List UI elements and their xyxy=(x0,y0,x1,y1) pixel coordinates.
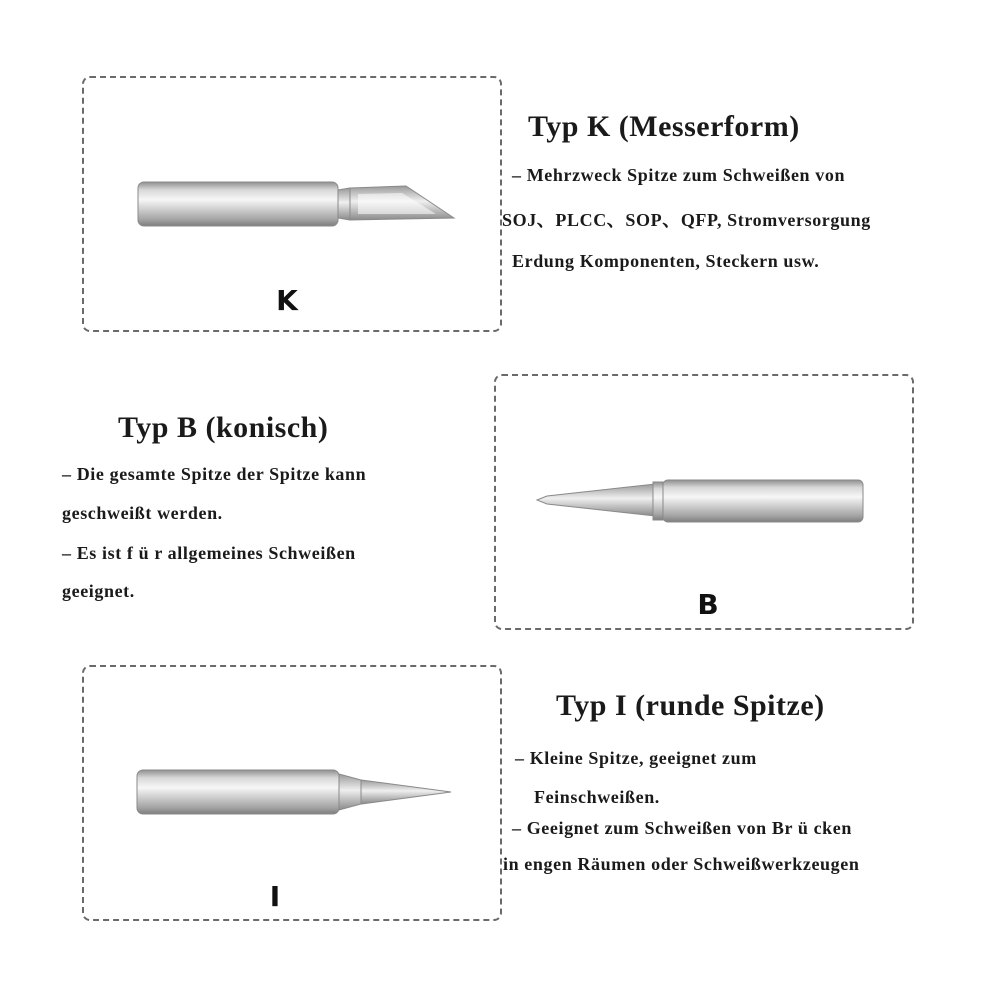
tip-i-title: Typ I (runde Spitze) xyxy=(556,689,825,722)
tip-i-desc-line: Feinschweißen. xyxy=(534,787,660,807)
tip-k-image xyxy=(136,178,456,230)
tip-b-image xyxy=(535,478,865,524)
tip-k-letter: K xyxy=(276,284,298,317)
tip-i-desc-line: – Geeignet zum Schweißen von Br ü cken xyxy=(512,818,852,838)
tip-k-desc-line: – Mehrzweck Spitze zum Schweißen von xyxy=(512,165,846,185)
tip-b-desc-line: – Die gesamte Spitze der Spitze kann xyxy=(62,464,367,484)
tip-b-desc-line: geschweißt werden. xyxy=(62,503,223,523)
tip-k-desc-line: Erdung Komponenten, Steckern usw. xyxy=(512,251,820,271)
tip-k-title: Typ K (Messerform) xyxy=(528,110,800,143)
tip-b-title: Typ B (konisch) xyxy=(118,411,329,444)
tip-i-letter: I xyxy=(269,880,281,913)
tip-b-desc-line: – Es ist f ü r allgemeines Schweißen xyxy=(62,543,356,563)
tip-i-desc-line: in engen Räumen oder Schweißwerkzeugen xyxy=(503,854,860,874)
tip-b-desc-line: geeignet. xyxy=(62,581,135,601)
tip-k-desc-line: SOJ、PLCC、SOP、QFP, Stromversorgung xyxy=(502,210,871,230)
tip-i-desc-line: – Kleine Spitze, geeignet zum xyxy=(515,748,757,768)
tip-b-letter: B xyxy=(697,588,719,621)
tip-i-image xyxy=(135,768,455,816)
